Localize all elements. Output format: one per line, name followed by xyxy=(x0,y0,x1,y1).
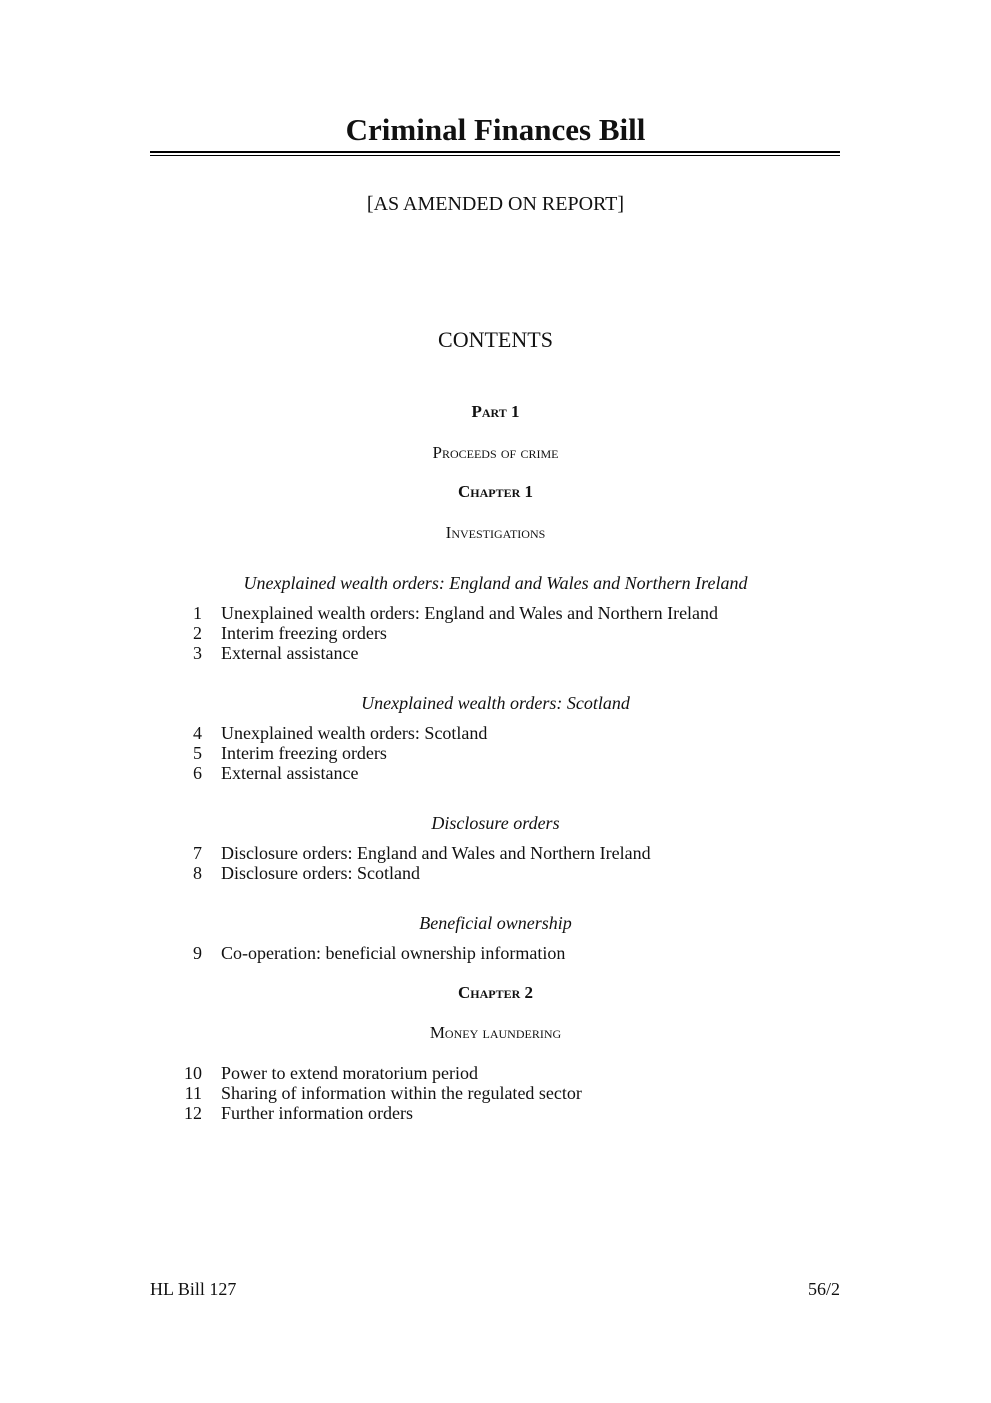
clause-number: 7 xyxy=(193,843,202,863)
clause-number: 12 xyxy=(184,1103,202,1123)
clause-number: 2 xyxy=(193,623,202,643)
clause-title[interactable]: External assistance xyxy=(221,643,359,663)
group-heading: Unexplained wealth orders: England and Wales and Northern Ireland xyxy=(243,573,748,593)
clause-number: 10 xyxy=(184,1063,202,1083)
clause-number: 3 xyxy=(193,643,202,663)
clause-number: 6 xyxy=(193,763,202,783)
group-heading: Unexplained wealth orders: Scotland xyxy=(361,693,630,713)
clause-title[interactable]: Unexplained wealth orders: Scotland xyxy=(221,723,488,743)
clause-title[interactable]: Disclosure orders: England and Wales and Northern Ireland xyxy=(221,843,651,863)
chapter-name: Investigations xyxy=(445,523,546,542)
chapter-label: Chapter 1 xyxy=(457,482,534,501)
document-title: Criminal Finances Bill xyxy=(345,112,646,147)
clause-title[interactable]: Sharing of information within the regulated sector xyxy=(221,1083,582,1103)
chapter-label: Chapter 2 xyxy=(457,983,534,1002)
part-name: Proceeds of crime xyxy=(432,443,559,462)
clause-title[interactable]: External assistance xyxy=(221,763,359,783)
clause-number: 1 xyxy=(193,603,202,623)
part-label: Part 1 xyxy=(471,402,520,421)
title-rule-top xyxy=(150,151,840,153)
clause-number: 4 xyxy=(193,723,202,743)
clause-number: 11 xyxy=(184,1083,202,1103)
group-heading: Beneficial ownership xyxy=(419,913,572,933)
page-reference: 56/2 xyxy=(807,1279,840,1299)
clause-number: 9 xyxy=(193,943,202,963)
clause-title[interactable]: Co-operation: beneficial ownership information xyxy=(221,943,566,963)
clause-title[interactable]: Interim freezing orders xyxy=(221,623,387,643)
contents-heading: CONTENTS xyxy=(438,327,553,352)
clause-number: 5 xyxy=(193,743,202,763)
clause-title[interactable]: Interim freezing orders xyxy=(221,743,387,763)
clause-title[interactable]: Unexplained wealth orders: England and Wales and Northern Ireland xyxy=(221,603,719,623)
clause-number: 8 xyxy=(193,863,202,883)
clause-title[interactable]: Further information orders xyxy=(221,1103,413,1123)
chapter-name: Money laundering xyxy=(429,1023,562,1042)
clause-title[interactable]: Power to extend moratorium period xyxy=(221,1063,478,1083)
group-heading: Disclosure orders xyxy=(431,813,560,833)
bill-number: HL Bill 127 xyxy=(150,1279,237,1299)
amendment-status: [AS AMENDED ON REPORT] xyxy=(366,193,625,215)
title-rule-bottom xyxy=(150,155,840,156)
clause-title[interactable]: Disclosure orders: Scotland xyxy=(221,863,420,883)
